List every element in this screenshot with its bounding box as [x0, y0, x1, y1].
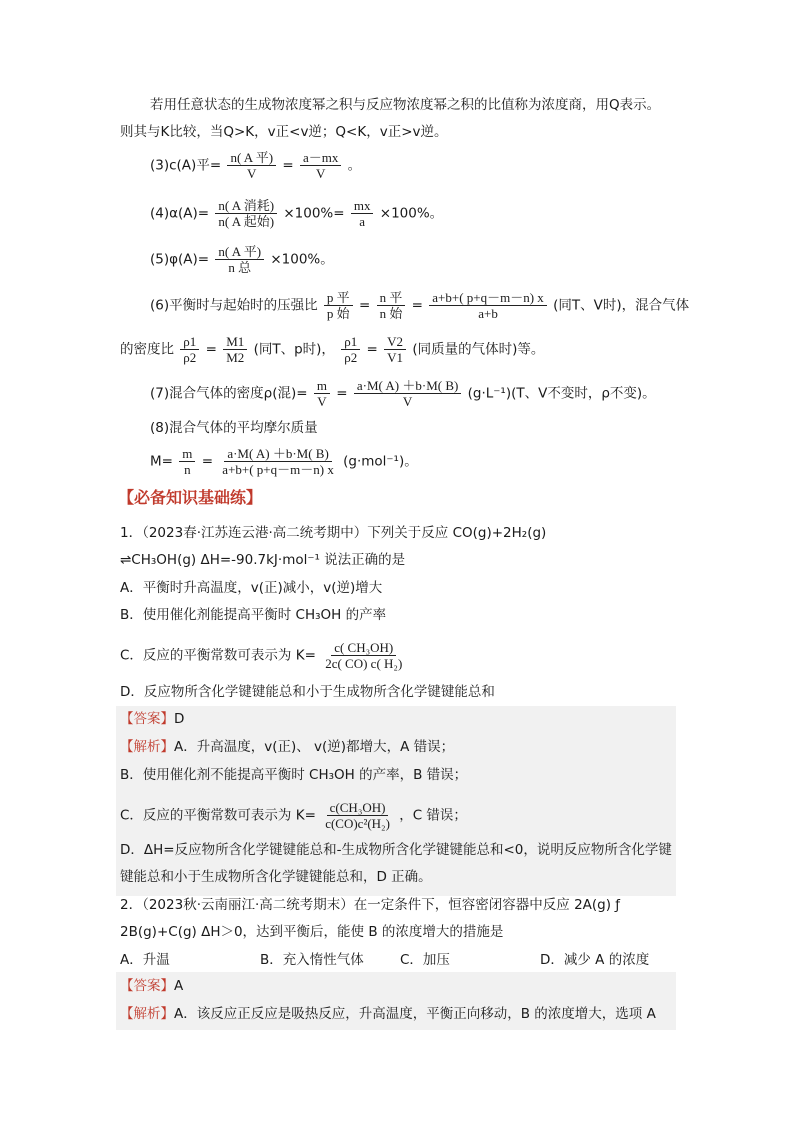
q2-option-d: D．减少 A 的浓度 [540, 952, 650, 968]
q2-answer: 【答案】A [120, 978, 184, 994]
q2-option-c: C．加压 [400, 952, 450, 968]
intro-line-1: 若用任意状态的生成物浓度幂之积与反应物浓度幂之积的比值称为浓度商，用Q表示。 [150, 97, 661, 113]
q2-analysis-a: 【解析】A．该反应正反应是吸热反应，升高温度，平衡正向移动，B 的浓度增大，选项 A [120, 1006, 656, 1022]
q1-option-d: D．反应物所含化学键键能总和小于生成物所含化学键键能总和 [120, 684, 495, 700]
formula-6b: 的密度比 $\frac{\rho 1}{\rho 2}$ = $\frac{M1}{M2}$ (同T、p时)， $\frac{\rho 1}{\rho 2}$ = $\frac{V2}{V1}$ (同质量的气体时)等。 [120, 334, 545, 365]
formula-6: (6)平衡时与起始时的压强比 $\frac{\text{p 平}}{\text{p 始}}$ = $\frac{\text{n 平}}{\text{n 始}}$ = $\frac{a+b+( p+q-m-n) x}{a+b}$ (同T、V时)，混合气体 [150, 290, 690, 321]
q1-option-a: A．平衡时升高温度，v(正)减小，v(逆)增大 [120, 580, 383, 596]
q2-stem-1: 2．（2023秋·云南丽江·高二统考期末）在一定条件下，恒容密闭容器中反应 2A(g) ƒ [120, 897, 621, 913]
q2-stem-2: 2B(g)+C(g) ΔH＞0，达到平衡后，能使 B 的浓度增大的措施是 [120, 924, 504, 940]
formula-5: (5)φ(A)= $\frac{\text{n( A 平)}}{\text{n 总}}$ ×100%。 [150, 244, 334, 275]
formula-3: (3)c(A)平= $\frac{\text{n( A 平)}}{V}$ = $\frac{a-mx}{V}$ 。 [150, 150, 362, 181]
q1-answer: 【答案】D [120, 711, 185, 727]
q1-stem-1: 1．（2023春·江苏连云港·高二统考期中）下列关于反应 CO(g)+2H₂(g) [120, 525, 547, 541]
q1-option-b: B．使用催化剂能提高平衡时 CH₃OH 的产率 [120, 607, 387, 623]
q1-analysis-d2: 键能总和小于生成物所含化学键键能总和，D 正确。 [120, 869, 432, 885]
formula-4: (4)α(A)= $\frac{\text{n( A 消耗)}}{\text{n( A 起始)}}$ ×100%= $\frac{mx}{a}$ ×100%。 [150, 198, 444, 229]
q2-option-b: B．充入惰性气体 [260, 952, 364, 968]
formula-7: (7)混合气体的密度ρ(混)= $\frac{m}{V}$ = $\frac{a\cdot M( A) +b\cdot M( B)}{V}$ (g·L⁻¹)(T、V不变时，ρ不变)。 [150, 378, 656, 409]
formula-8b: M= $\frac{m}{n}$ = $\frac{a\cdot M( A) +b\cdot M( B)}{a+b+( p+q-m-n) x}$ (g·mol⁻¹)。 [150, 446, 418, 477]
q2-option-a: A．升温 [120, 952, 170, 968]
q1-option-c: C．反应的平衡常数可表示为 K= $\frac{\text{c( CH₃OH)}}{\text{2c( CO) c( H₂)}}$ [120, 640, 403, 671]
intro-line-2: 则其与K比较，当Q>K，v正<v逆；Q<K，v正>v逆。 [120, 124, 448, 140]
q1-analysis-a: 【解析】A．升高温度，v(正)、 v(逆)都增大，A 错误； [120, 739, 455, 755]
q2-options [120, 950, 649, 970]
section-title: 【必备知识基础练】 [118, 488, 263, 507]
q1-analysis-b: B．使用催化剂不能提高平衡时 CH₃OH 的产率，B 错误； [120, 767, 468, 783]
q1-analysis-d: D．ΔH=反应物所含化学键键能总和-生成物所含化学键键能总和<0，说明反应物所含化学键 [120, 842, 672, 858]
q1-stem-2: ⇌CH₃OH(g) ΔH=-90.7kJ·mol⁻¹ 说法正确的是 [120, 552, 406, 568]
formula-8: (8)混合气体的平均摩尔质量 [150, 420, 318, 436]
q1-analysis-c: C．反应的平衡常数可表示为 K= $\frac{\text{c(CH₃OH)}}{\text{c(CO)c²(H₂)}}$ ，C 错误； [120, 800, 467, 831]
